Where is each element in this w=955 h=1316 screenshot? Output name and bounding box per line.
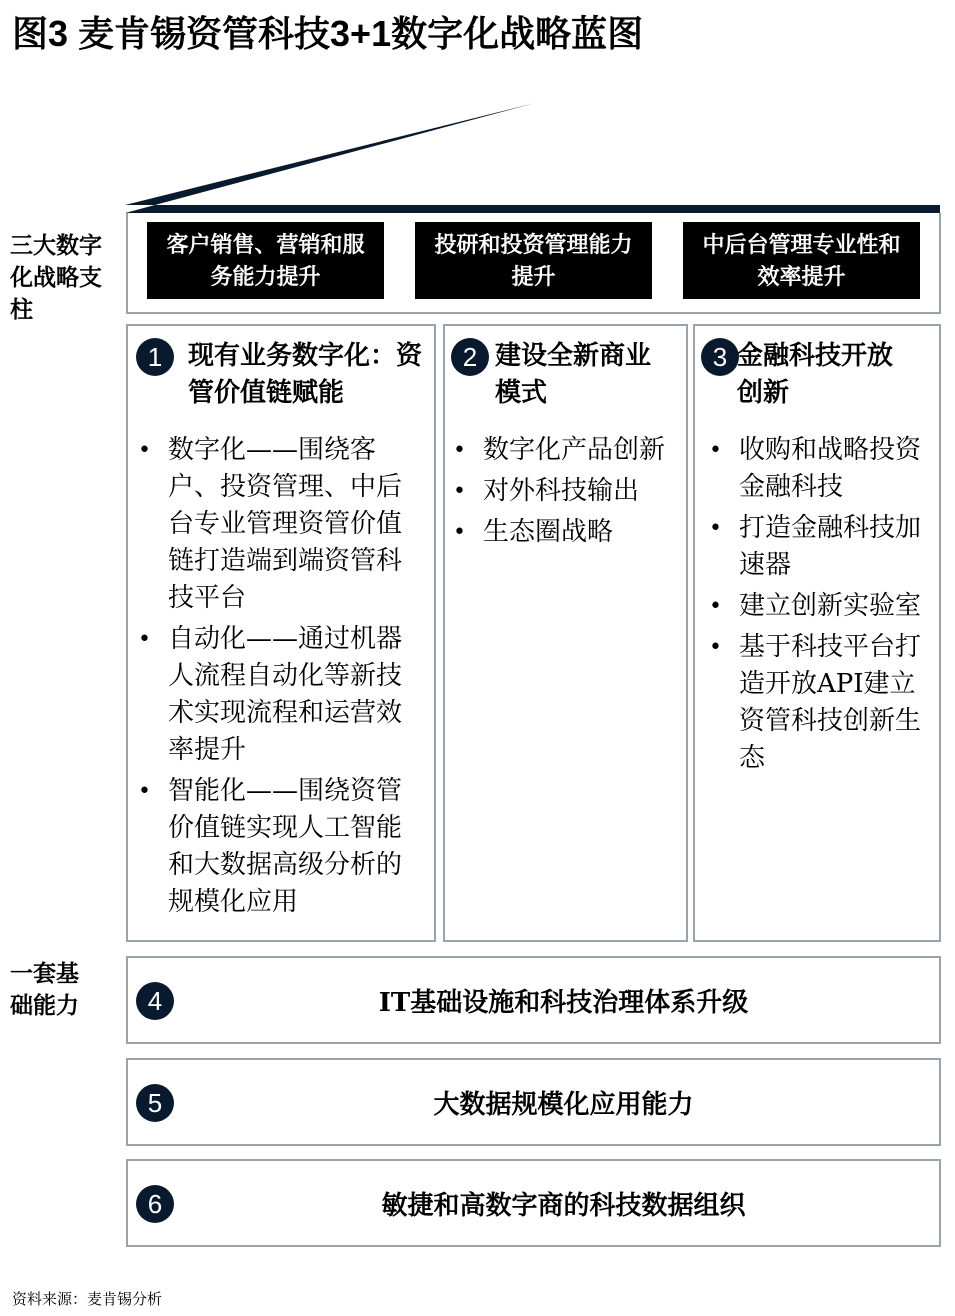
number-badge: 3 [701, 338, 739, 376]
list-item: • 数字化产品创新 [483, 432, 673, 469]
column-3 [693, 324, 941, 942]
column-title: 金融科技开放创新 [737, 341, 894, 408]
list-item: • 智能化——围绕资管价值链实现人工智能和大数据高级分析的规模化应用 [168, 773, 418, 921]
pillar-3: 中后台管理专业性和效率提升 [683, 222, 920, 299]
foundation-text: 敏捷和高数字商的科技数据组织 [381, 1190, 746, 1221]
pillar-2: 投研和投资管理能力提升 [415, 222, 652, 299]
column-title: 现有业务数字化：资管价值链赋能 [188, 341, 423, 408]
list-item: • 收购和战略投资金融科技 [739, 432, 939, 506]
number-badge: 6 [136, 1185, 174, 1223]
list-item: • 打造金融科技加速器 [739, 510, 939, 584]
number-badge: 2 [451, 338, 489, 376]
number-badge: 4 [136, 982, 174, 1020]
number-badge: 5 [136, 1084, 174, 1122]
list-item: • 对外科技输出 [483, 473, 673, 510]
list-item: • 生态圈战略 [483, 514, 673, 551]
pillar-1: 客户销售、营销和服务能力提升 [147, 222, 384, 299]
source-note: 资料来源：麦肯锡分析 [12, 1290, 163, 1308]
list-item: • 自动化——通过机器人流程自动化等新技术实现流程和运营效率提升 [168, 621, 418, 769]
foundation-label: 一套基础能力 [10, 960, 79, 1019]
foundation-5 [126, 1058, 941, 1146]
column-title: 建设全新商业模式 [495, 341, 652, 408]
figure-title: 图3 麦肯锡资管科技3+1数字化战略蓝图 [12, 13, 644, 54]
pillars-label: 三大数字化战略支柱 [10, 232, 102, 323]
foundation-text: 大数据规模化应用能力 [433, 1089, 694, 1120]
foundation-4 [126, 956, 941, 1044]
list-item: • 基于科技平台打造开放API建立资管科技创新生态 [739, 629, 939, 777]
foundation-text: IT基础设施和科技治理体系升级 [378, 987, 749, 1018]
roof-text: 客户体验和员工体验提升 [411, 177, 654, 202]
column-1 [126, 324, 436, 942]
column-2 [443, 324, 688, 942]
number-badge: 1 [136, 338, 174, 376]
list-item: • 数字化——围绕客户、投资管理、中后台专业管理资管价值链打造端到端资管科技平台 [168, 432, 418, 617]
foundation-6 [126, 1159, 941, 1247]
list-item: • 建立创新实验室 [739, 588, 939, 625]
